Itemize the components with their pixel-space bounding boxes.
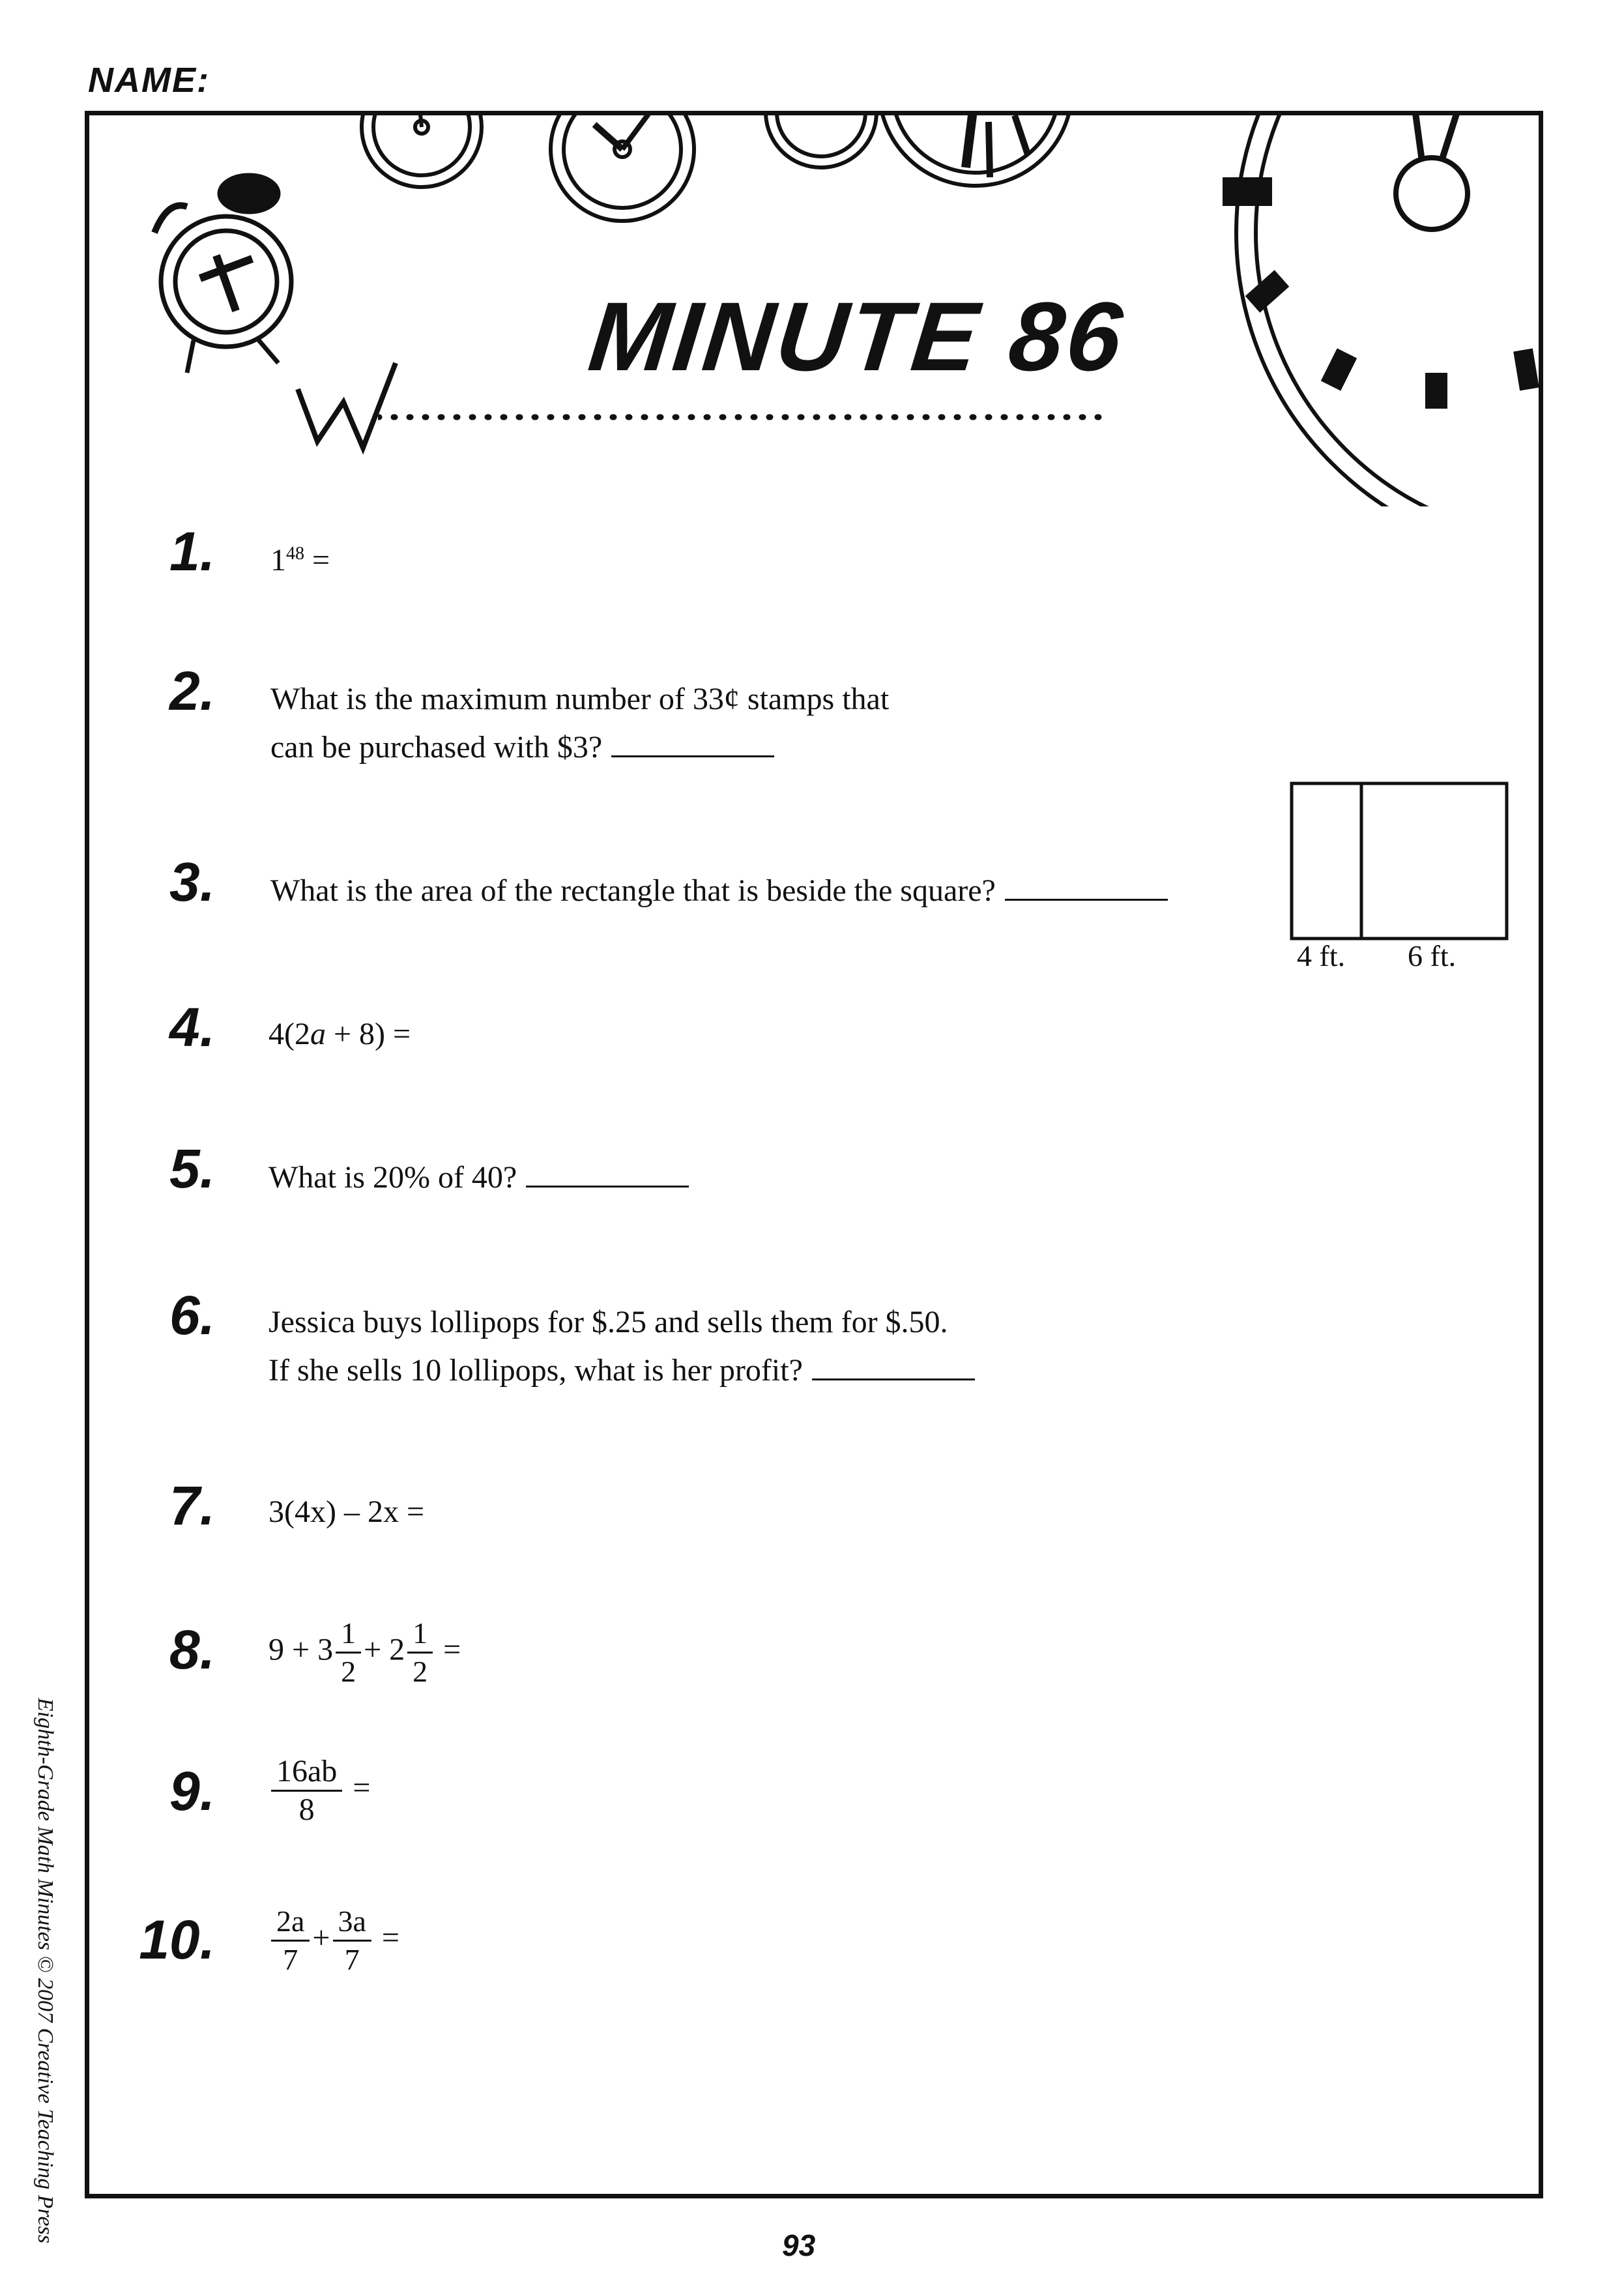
question-2 [270, 675, 889, 772]
rectangle-width-label: 6 ft. [1408, 939, 1457, 972]
question-8-mid: + 2 [364, 1632, 405, 1667]
question-8 [268, 1615, 461, 1690]
fraction-denominator: 7 [283, 1943, 298, 1976]
question-3 [270, 867, 1168, 915]
question-4-variable: a [310, 1017, 326, 1051]
fraction-denominator: 8 [298, 1792, 315, 1827]
question-number: 9. [169, 1760, 215, 1822]
question-8-equals: = [443, 1632, 461, 1667]
plus-sign: + [312, 1920, 330, 1955]
question-6-line-1: Jessica buys lollipops for $.25 and sells them for $.50. [268, 1305, 948, 1339]
medium-clock-icon [766, 115, 877, 168]
fraction-denominator: 2 [413, 1655, 428, 1688]
question-5-text: What is 20% of 40? [268, 1160, 517, 1195]
question-10 [268, 1903, 399, 1978]
answer-blank[interactable] [526, 1159, 689, 1188]
fraction-3a-over-7 [333, 1903, 371, 1978]
question-7: 3(4x) – 2x = [268, 1494, 425, 1529]
fraction-one-half [407, 1615, 433, 1690]
fraction-numerator: 16ab [271, 1753, 342, 1792]
question-5 [268, 1154, 689, 1202]
page-number: 93 [782, 2228, 816, 2262]
square-rectangle-figure [1289, 781, 1511, 944]
question-number: 2. [169, 660, 215, 722]
small-clock-icon [362, 115, 482, 187]
giant-clock-icon [1225, 115, 1539, 506]
fraction-numerator: 3a [333, 1903, 371, 1942]
large-clock-icon [879, 115, 1072, 186]
question-10-equals: = [381, 1920, 399, 1955]
question-3-text: What is the area of the rectangle that is beside the square? [270, 873, 996, 908]
fraction-numerator: 1 [336, 1615, 361, 1654]
page-title: MINUTE 86 [584, 282, 1130, 391]
fraction-one-half [336, 1615, 361, 1690]
question-2-line-1: What is the maximum number of 33¢ stamps that [270, 682, 890, 716]
copyright-side-text: Eighth-Grade Math Minutes © 2007 Creative Teaching Press [33, 1698, 57, 2244]
question-number: 6. [169, 1285, 215, 1346]
question-number: 10. [139, 1909, 215, 1970]
answer-blank[interactable] [812, 1352, 975, 1380]
question-4-suffix: + 8) = [333, 1017, 411, 1051]
fraction-denominator: 2 [341, 1655, 356, 1688]
alarm-clock-icon [154, 175, 396, 448]
question-1 [270, 530, 330, 585]
question-number: 3. [169, 851, 215, 912]
question-2-line-2: can be purchased with $3? [270, 730, 603, 765]
name-label: NAME: [88, 61, 210, 100]
square-width-label: 4 ft. [1297, 939, 1346, 972]
question-number: 8. [169, 1619, 215, 1680]
question-6-line-2: If she sells 10 lollipops, what is her profit? [268, 1353, 803, 1388]
answer-blank[interactable] [611, 729, 774, 757]
fraction-16ab-over-8 [271, 1753, 342, 1828]
question-number: 7. [169, 1475, 215, 1536]
fraction-2a-over-7 [271, 1903, 310, 1978]
question-1-exponent: 48 [286, 544, 304, 564]
question-number: 5. [169, 1138, 215, 1199]
clock-icon [551, 115, 694, 221]
question-1-equals: = [312, 543, 330, 577]
fraction-numerator: 2a [271, 1903, 310, 1942]
question-8-lead: 9 + 3 [268, 1632, 334, 1667]
question-number: 4. [169, 997, 215, 1058]
question-4-prefix: 4(2 [268, 1017, 310, 1051]
fraction-denominator: 7 [344, 1943, 360, 1976]
question-1-base: 1 [270, 543, 286, 577]
fraction-numerator: 1 [407, 1615, 433, 1654]
question-9 [268, 1753, 370, 1828]
title-dotted-line [378, 411, 1114, 424]
question-6 [268, 1298, 975, 1395]
question-4 [268, 1010, 411, 1058]
question-number: 1. [169, 521, 215, 582]
answer-blank[interactable] [1005, 873, 1168, 901]
question-9-equals: = [353, 1770, 371, 1805]
